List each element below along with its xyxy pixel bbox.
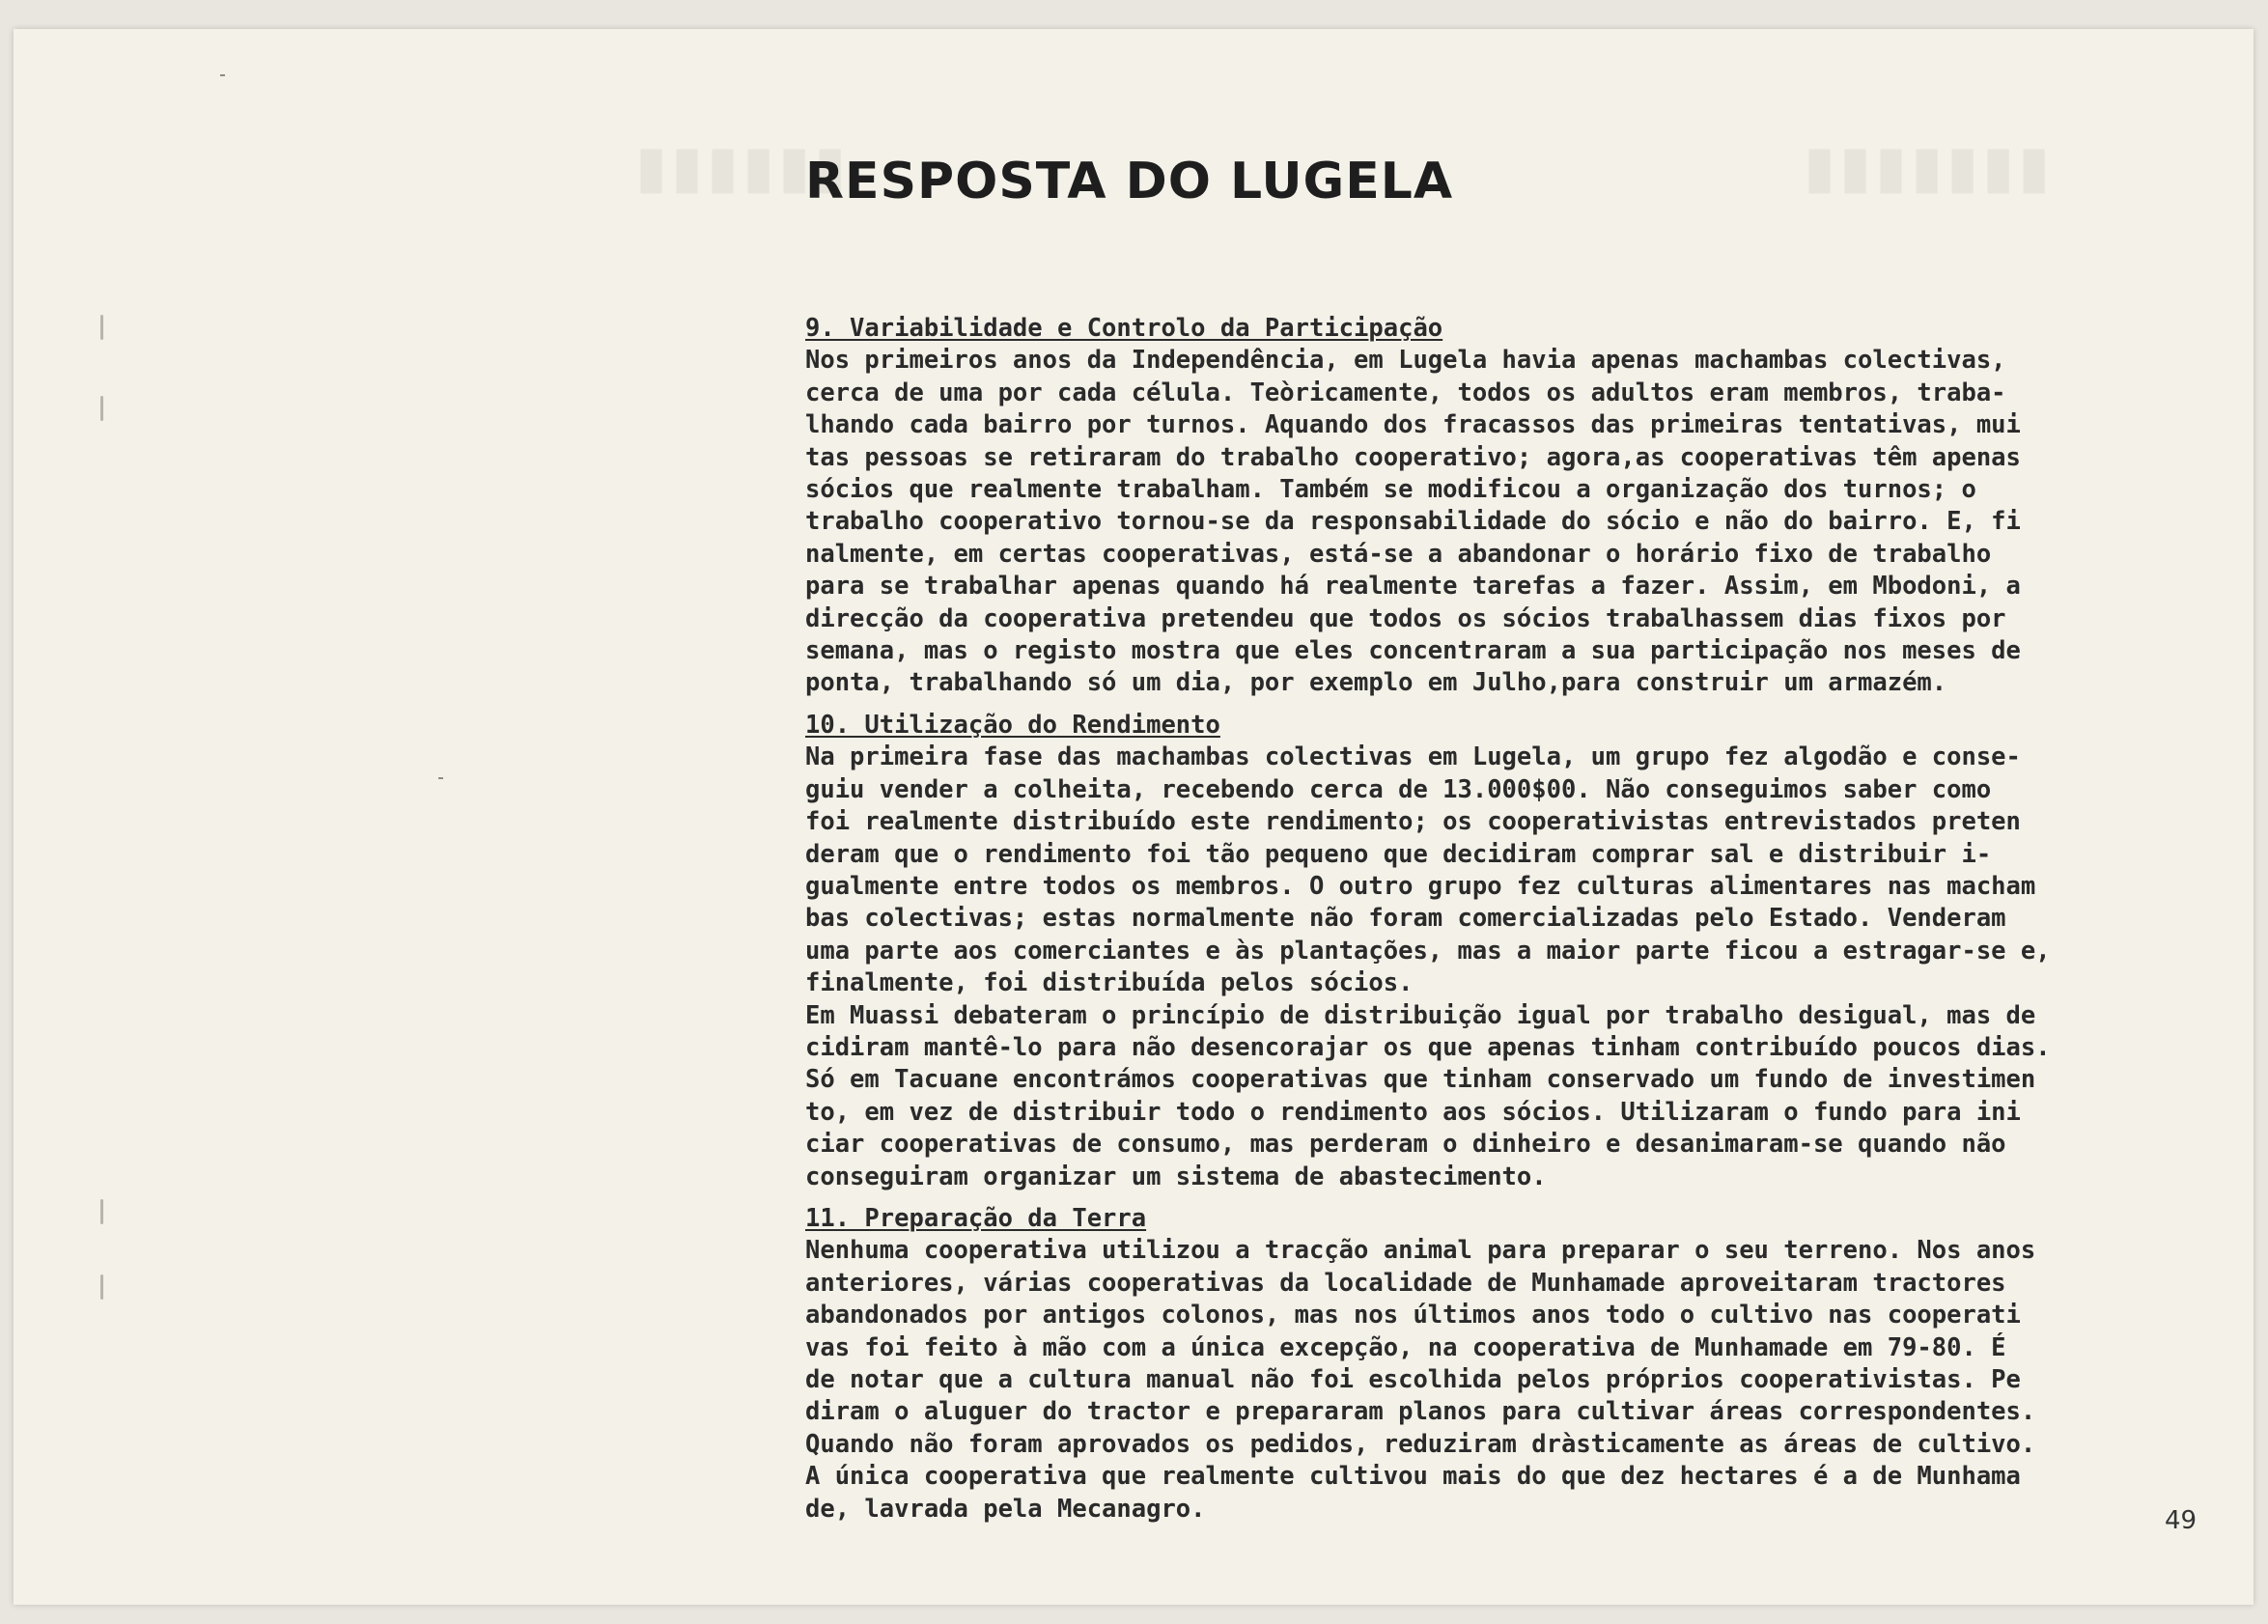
binding-mark <box>100 315 103 340</box>
text-line: conseguiram organizar um sistema de abastecimento. <box>805 1162 1547 1191</box>
text-line: to, em vez de distribuir todo o rendimento aos sócios. Utilizaram o fundo para ini <box>805 1097 2021 1127</box>
bleed-through-left: ▮▮▮▮▮▮ <box>631 133 847 201</box>
binding-mark <box>100 1274 103 1300</box>
page-title: RESPOSTA DO LUGELA <box>805 153 1454 210</box>
body-text <box>805 313 2157 1526</box>
section-rendimento <box>805 710 2157 1193</box>
text-line: anteriores, várias cooperativas da localidade de Munhamade aproveitaram tractores <box>805 1268 2006 1298</box>
text-line: lhando cada bairro por turnos. Aquando dos fracassos das primeiras tentativas, mui <box>805 410 2021 440</box>
text-line: diram o aluguer do tractor e prepararam planos para cultivar áreas correspondentes. <box>805 1397 2036 1427</box>
text-line: bas colectivas; estas normalmente não foram comercializadas pelo Estado. Venderam <box>805 904 2006 934</box>
text-line: tas pessoas se retiraram do trabalho cooperativo; agora,as cooperativas têm apenas <box>805 442 2021 472</box>
section-heading <box>805 313 2157 345</box>
text-line: semana, mas o registo mostra que eles concentraram a sua participação nos meses de <box>805 636 2021 666</box>
text-line: de notar que a cultura manual não foi escolhida pelos próprios cooperativistas. Pe <box>805 1365 2021 1394</box>
text-line: Quando não foram aprovados os pedidos, reduziram dràsticamente as áreas de cultivo. <box>805 1429 2036 1459</box>
text-line: trabalho cooperativo tornou-se da responsabilidade do sócio e não do bairro. E, fi <box>805 507 2021 537</box>
text-line: Só em Tacuane encontrámos cooperativas que tinham conservado um fundo de investimen <box>805 1065 2036 1095</box>
text-line: ciar cooperativas de consumo, mas perderam o dinheiro e desanimaram-se quando não <box>805 1130 2006 1160</box>
text-line: gualmente entre todos os membros. O outro grupo fez culturas alimentares nas macham <box>805 871 2036 901</box>
binding-mark <box>100 1199 103 1224</box>
text-line: Em Muassi debateram o princípio de distribuição igual por trabalho desigual, mas de <box>805 1000 2036 1030</box>
text-line: deram que o rendimento foi tão pequeno que decidiram comprar sal e distribuir i- <box>805 839 1992 869</box>
text-line: ponta, trabalhando só um dia, por exemplo em Julho,para construir um armazém. <box>805 668 1947 698</box>
text-line: Nos primeiros anos da Independência, em Lugela havia apenas machambas colectivas, <box>805 346 2006 376</box>
text-line: direcção da cooperativa pretendeu que todos os sócios trabalhassem dias fixos por <box>805 603 2006 633</box>
section-heading-text: 11. Preparação da Terra <box>805 1203 1147 1233</box>
text-line: de, lavrada pela Mecanagro. <box>805 1494 1206 1524</box>
paper-speck <box>438 777 443 779</box>
section-heading <box>805 1203 2157 1235</box>
text-line: foi realmente distribuído este rendimento; os cooperativistas entrevistados preten <box>805 807 2021 837</box>
text-line: cidiram mantê-lo para não desencorajar os que apenas tinham contribuído poucos dias. <box>805 1032 2051 1062</box>
text-line: uma parte aos comerciantes e às plantações, mas a maior parte ficou a estragar-se e, <box>805 936 2051 966</box>
section-heading-text: 10. Utilização do Rendimento <box>805 710 1220 740</box>
text-line: Na primeira fase das machambas colectivas em Lugela, um grupo fez algodão e conse- <box>805 742 2021 772</box>
bleed-through-right: ▮▮▮▮▮▮▮ <box>1800 133 2051 201</box>
text-line: cerca de uma por cada célula. Teòricamente, todos os adultos eram membros, traba- <box>805 378 2006 407</box>
binding-mark <box>100 396 103 421</box>
page-number: 49 <box>2165 1506 2198 1535</box>
text-line: guiu vender a colheita, recebendo cerca de 13.000$00. Não conseguimos saber como <box>805 774 1992 804</box>
text-line: Nenhuma cooperativa utilizou a tracção animal para preparar o seu terreno. Nos anos <box>805 1236 2036 1266</box>
text-line: abandonados por antigos colonos, mas nos últimos anos todo o cultivo nas cooperati <box>805 1301 2021 1330</box>
text-line: para se trabalhar apenas quando há realmente tarefas a fazer. Assim, em Mbodoni, a <box>805 572 2021 602</box>
text-line: A única cooperativa que realmente cultivou mais do que dez hectares é a de Munhama <box>805 1462 2021 1492</box>
section-preparacao-terra <box>805 1203 2157 1526</box>
section-heading <box>805 710 2157 742</box>
paper-speck <box>220 74 225 76</box>
section-heading-text: 9. Variabilidade e Controlo da Participação <box>805 314 1443 343</box>
text-line: finalmente, foi distribuída pelos sócios. <box>805 968 1414 998</box>
document-page <box>14 29 2254 1605</box>
text-line: vas foi feito à mão com a única excepção, na cooperativa de Munhamade em 79-80. É <box>805 1332 2006 1362</box>
text-line: sócios que realmente trabalham. Também se modificou a organização dos turnos; o <box>805 475 1976 505</box>
text-line: nalmente, em certas cooperativas, está-se a abandonar o horário fixo de trabalho <box>805 539 1992 569</box>
section-variabilidade <box>805 313 2157 700</box>
